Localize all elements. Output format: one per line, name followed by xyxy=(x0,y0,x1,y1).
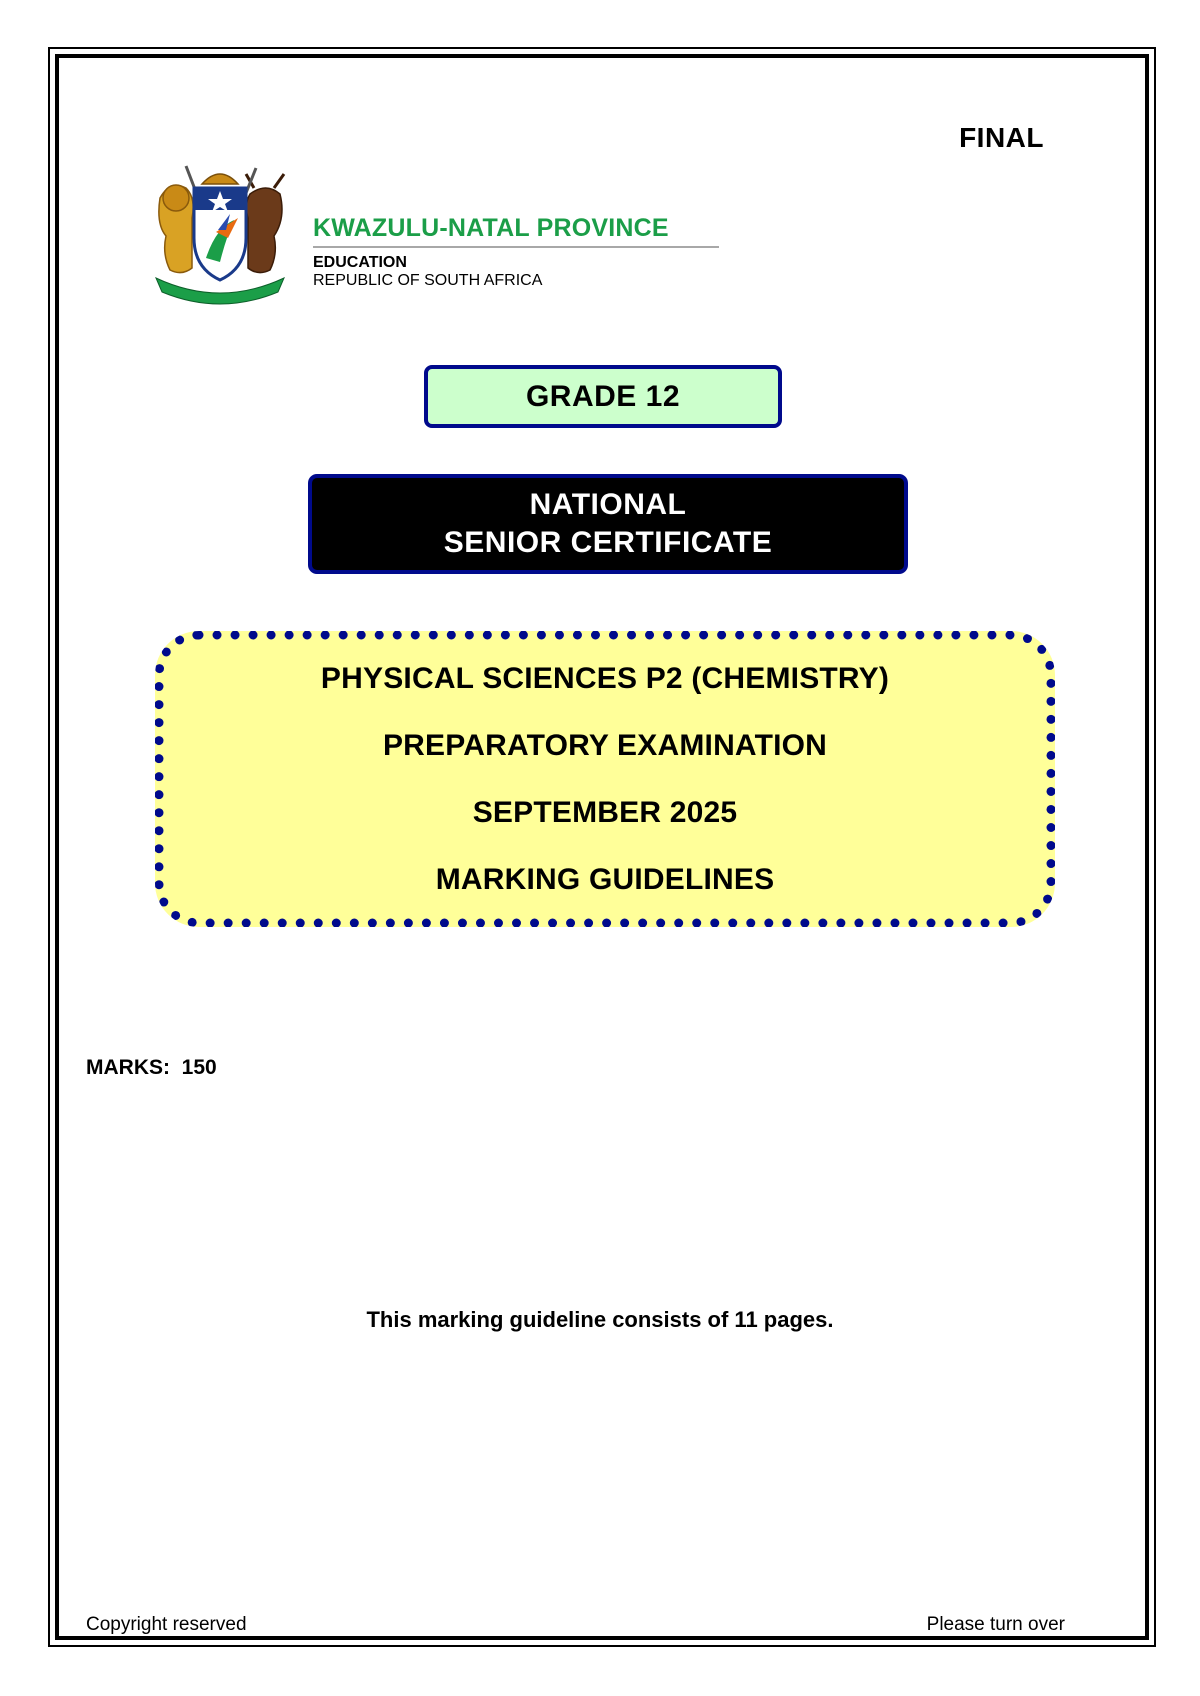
certificate-title xyxy=(308,474,908,574)
department-name: EDUCATION xyxy=(313,254,407,271)
exam-date: SEPTEMBER 2025 xyxy=(472,796,738,829)
subject-panel xyxy=(155,631,1055,927)
exam-name: PREPARATORY EXAMINATION xyxy=(382,729,828,762)
province-name: KWAZULU-NATAL PROVINCE xyxy=(313,214,669,242)
certificate-line-2: SENIOR CERTIFICATE xyxy=(443,526,773,559)
country-name: REPUBLIC OF SOUTH AFRICA xyxy=(313,272,543,289)
grade-label: GRADE 12 xyxy=(424,365,782,428)
document-type: MARKING GUIDELINES xyxy=(435,863,775,896)
document-status: FINAL xyxy=(959,122,1044,153)
total-marks: MARKS: 150 xyxy=(86,1056,217,1079)
page-count-note: This marking guideline consists of 11 pages. xyxy=(366,1307,834,1332)
certificate-line-1: NATIONAL xyxy=(529,488,687,521)
header-divider xyxy=(313,246,719,248)
subject-title: PHYSICAL SCIENCES P2 (CHEMISTRY) xyxy=(320,662,890,695)
turn-over-notice: Please turn over xyxy=(926,1614,1065,1635)
organisation-header xyxy=(313,214,723,290)
copyright-notice: Copyright reserved xyxy=(86,1614,247,1635)
coat-of-arms-icon xyxy=(146,158,294,306)
